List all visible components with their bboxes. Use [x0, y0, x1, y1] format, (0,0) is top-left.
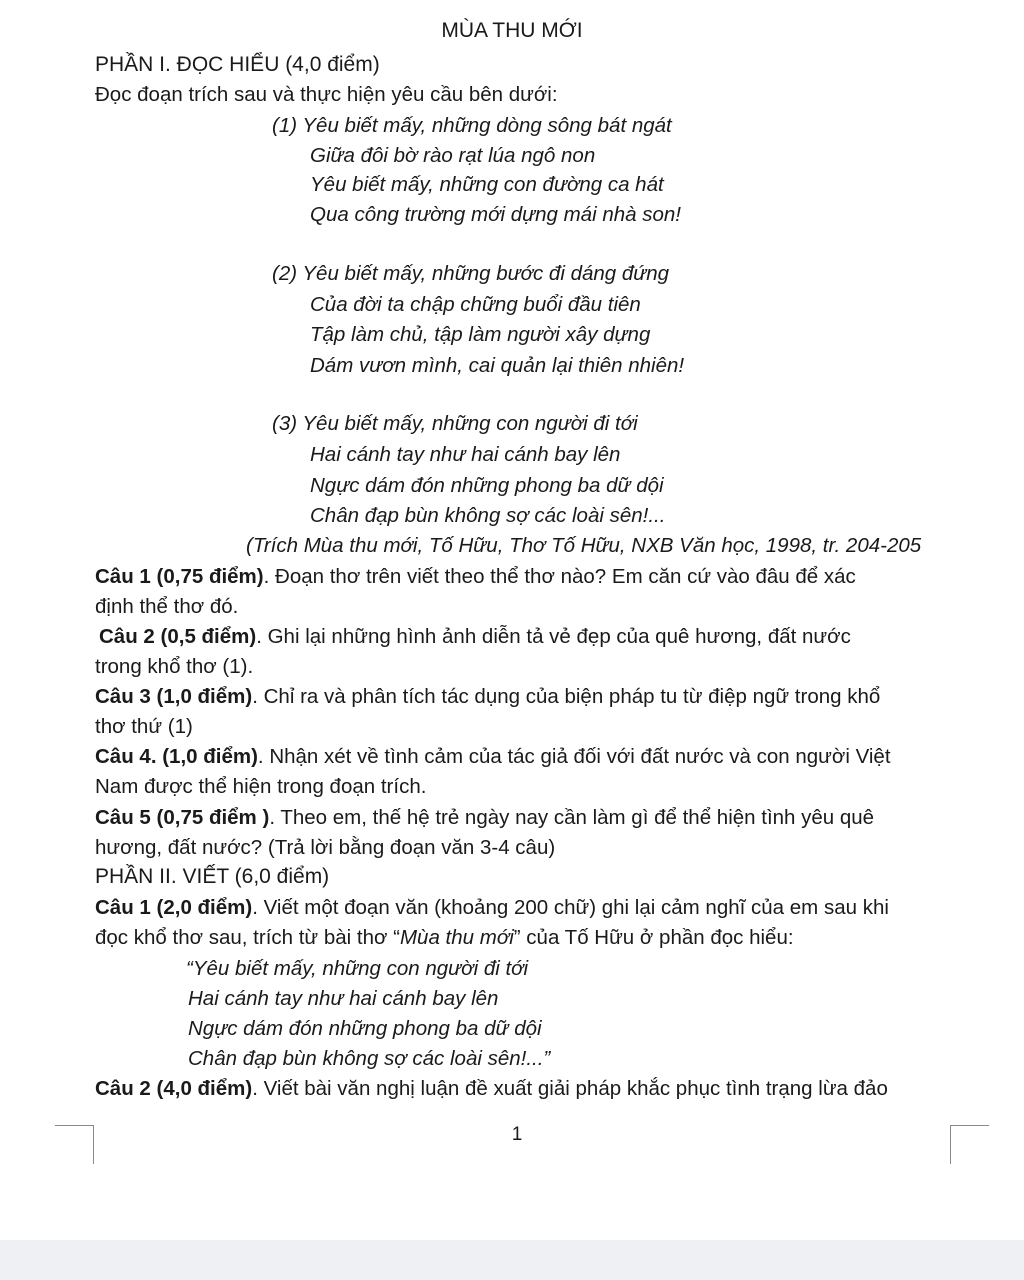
question-text: ” của Tố Hữu ở phần đọc hiểu: [513, 926, 794, 949]
instruction: Đọc đoạn trích sau và thực hiện yêu cầu bên dưới: [95, 83, 558, 106]
poem-line: Yêu biết mấy, những con đường ca hát [310, 173, 664, 196]
poem-source: (Trích Mùa thu mới, Tố Hữu, Thơ Tố Hữu, NXB Văn học, 1998, tr. 204-205 [246, 534, 922, 557]
question-text: . Chỉ ra và phân tích tác dụng của biện pháp tu từ điệp ngữ trong khổ [252, 685, 881, 708]
question-4 [95, 742, 891, 772]
question-1 [95, 562, 856, 592]
question-1-cont: định thể thơ đó. [95, 595, 239, 618]
question-text: . Theo em, thế hệ trẻ ngày nay cần làm gì để thể hiện tình yêu quê [269, 806, 875, 829]
poem-line: (1) Yêu biết mấy, những dòng sông bát ngát [272, 114, 672, 137]
question-text: . Đoạn thơ trên viết theo thể thơ nào? Em căn cứ vào đâu để xác [263, 565, 856, 588]
poem-line: Tập làm chủ, tập làm người xây dựng [310, 323, 651, 346]
question-text: . Nhận xét về tình cảm của tác giả đối với đất nước và con người Việt [257, 745, 891, 768]
question-3 [95, 682, 880, 712]
quote-line: Chân đạp bùn không sợ các loài sên!...” [188, 1047, 551, 1070]
poem-line: Của đời ta chập chững buổi đầu tiên [310, 293, 641, 316]
quote-line: Hai cánh tay như hai cánh bay lên [188, 987, 499, 1010]
question-text: đọc khổ thơ sau, trích từ bài thơ “ [95, 926, 400, 949]
question-label: Câu 3 (1,0 điểm) [95, 685, 253, 708]
poem-line: Qua công trường mới dựng mái nhà son! [310, 203, 681, 226]
writing-question-1-cont [95, 923, 794, 953]
question-text: . Ghi lại những hình ảnh diễn tả vẻ đẹp của quê hương, đất nước [256, 625, 851, 648]
question-label: Câu 5 (0,75 điểm ) [95, 806, 270, 829]
question-2-cont: trong khổ thơ (1). [95, 655, 254, 678]
poem-line: (3) Yêu biết mấy, những con người đi tới [272, 412, 638, 435]
quote-line: Ngực dám đón những phong ba dữ dội [188, 1017, 542, 1040]
writing-question-2 [95, 1074, 888, 1104]
poem-line: Dám vươn mình, cai quản lại thiên nhiên! [310, 354, 685, 377]
question-4-cont: Nam được thể hiện trong đoạn trích. [95, 775, 427, 798]
quote-line: “Yêu biết mấy, những con người đi tới [186, 957, 529, 980]
question-label: Câu 1 (2,0 điểm) [95, 896, 253, 919]
question-text: . Viết một đoạn văn (khoảng 200 chữ) ghi lại cảm nghĩ của em sau khi [252, 896, 889, 919]
writing-question-1 [95, 893, 889, 923]
question-label: Câu 1 (0,75 điểm) [95, 565, 264, 588]
poem-line: Ngực dám đón những phong ba dữ dội [310, 474, 664, 497]
question-5-cont: hương, đất nước? (Trả lời bằng đoạn văn 3-4 câu) [95, 836, 556, 859]
question-text: . Viết bài văn nghị luận đề xuất giải pháp khắc phục tình trạng lừa đảo [252, 1077, 888, 1100]
poem-line: Giữa đôi bờ rào rạt lúa ngô non [310, 144, 596, 167]
question-label: Câu 4. (1,0 điểm) [95, 745, 258, 768]
page-number: 1 [511, 1124, 523, 1145]
poem-line: Hai cánh tay như hai cánh bay lên [310, 443, 621, 466]
question-label: Câu 2 (4,0 điểm) [95, 1077, 253, 1100]
part1-heading: PHẦN I. ĐỌC HIỂU (4,0 điểm) [95, 53, 380, 76]
document-title: MÙA THU MỚI [441, 19, 583, 42]
page-corner-mark-right [950, 1125, 989, 1164]
question-2 [99, 622, 851, 652]
viewer-bottom-bar [0, 1240, 1024, 1280]
poem-line: Chân đạp bùn không sợ các loài sên!... [310, 504, 666, 527]
poem-title-italic: Mùa thu mới [399, 926, 514, 949]
part2-heading: PHẦN II. VIẾT (6,0 điểm) [95, 865, 330, 888]
poem-line: (2) Yêu biết mấy, những bước đi dáng đứng [272, 262, 670, 285]
question-5 [95, 803, 874, 833]
question-3-cont: thơ thứ (1) [95, 715, 193, 738]
question-label: Câu 2 (0,5 điểm) [99, 625, 257, 648]
